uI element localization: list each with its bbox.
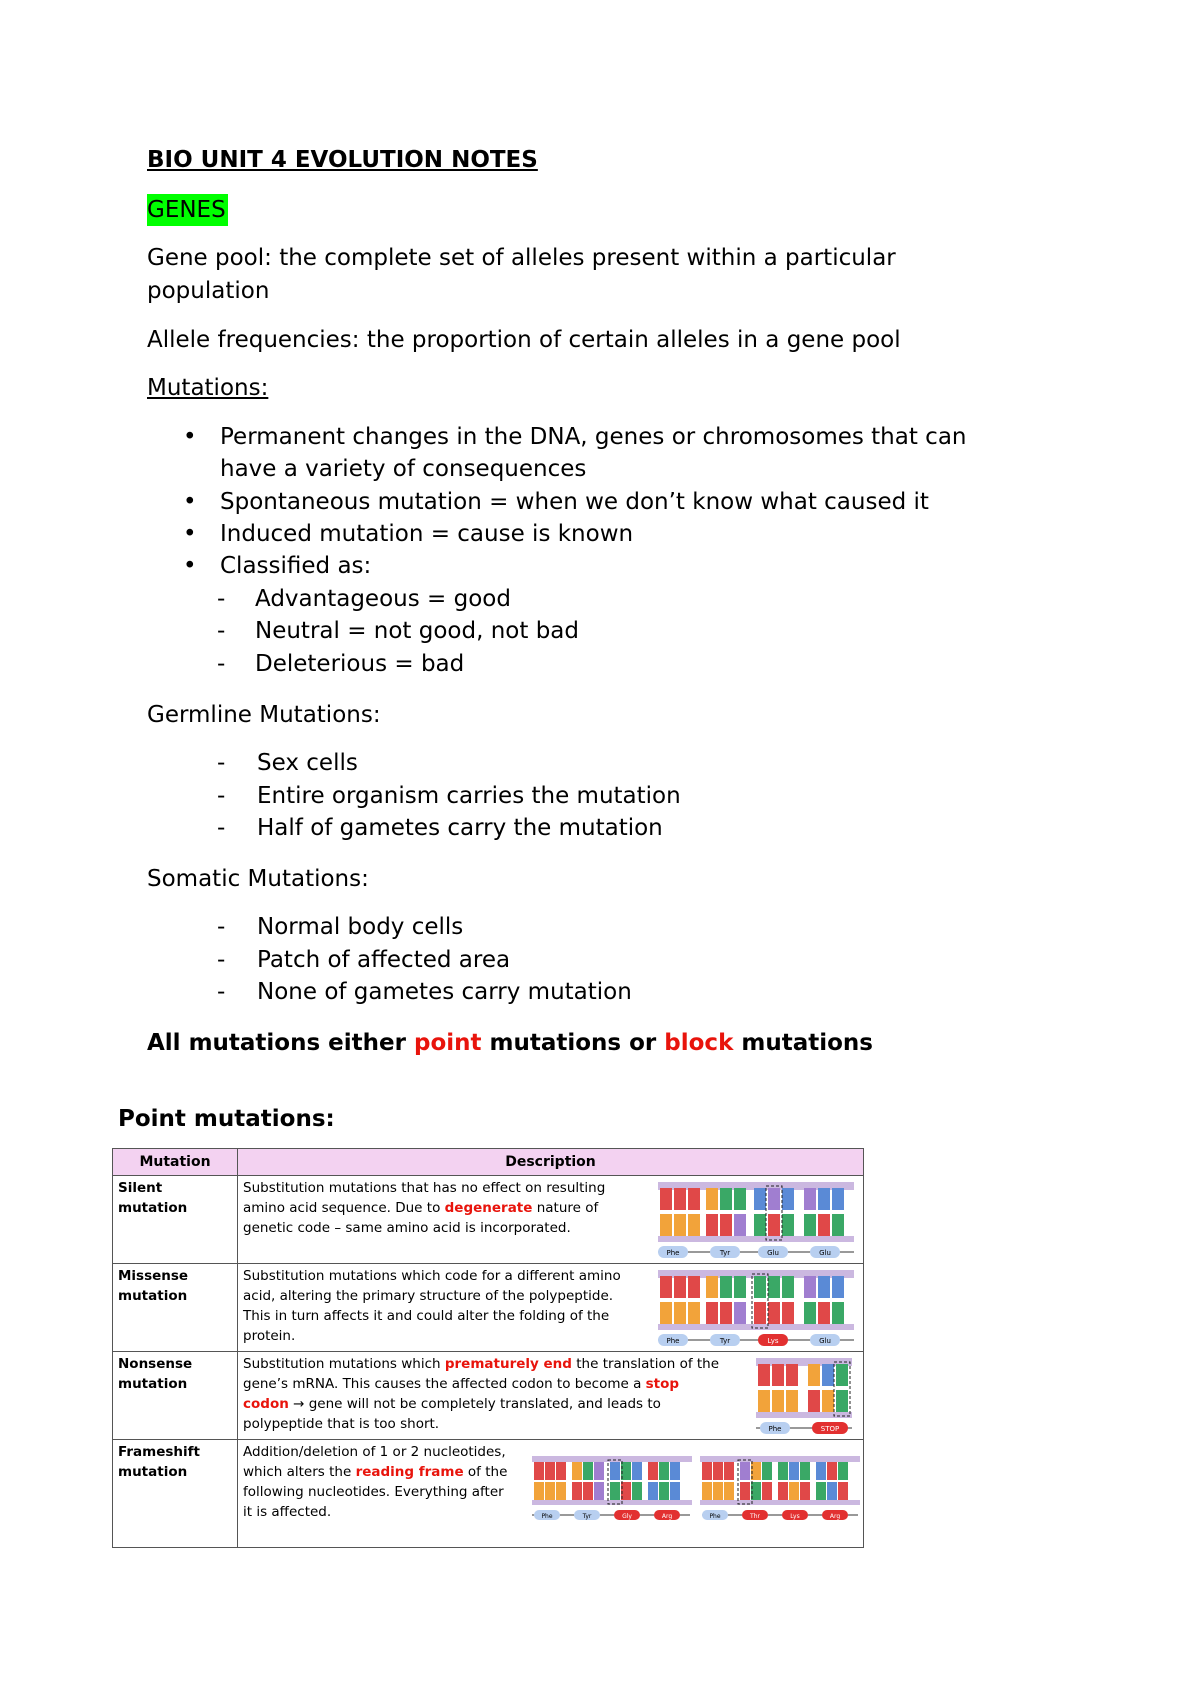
missense-mutation-diagram [658,1266,858,1348]
dna-strand-graphic [756,1358,852,1418]
amino-acid-label: Tyr [582,1513,592,1520]
dna-strand-graphic [658,1182,854,1242]
table-row: Silent mutation Substitution mutations that has no effect on resulting amino acid sequence. Due to degenerate nature of genetic code – same amino acid is incorporated. Phe Tyr Glu Glu [113,1176,864,1264]
amino-acid-label: Arg [661,1513,673,1520]
amino-acid-label: Phe [541,1513,553,1520]
document-page: BIO UNIT 4 EVOLUTION NOTES GENES Gene pool: the complete set of alleles present within a particular population Allele frequencies: the proportion of certain alleles in a gene pool Mutations: • Permanent changes in the DNA, genes or chromosomes that can have a variety of consequences • Spontaneous mutation = when we don’t know what caused it • Induced mutation = cause is known • Classified as: - Advantageous = good - Neutral = not good, not bad - Deleterious = bad Germline Mutations: - Sex cells - Entire organism carries the mutation - Half of gametes carry the mutation Somatic Mutations: - Normal body cells - Patch of affected area - None of gametes carry mutation All mutations either point mutations or block mutations Point mutations: Mutation Description Silent mutation Substitution mutations that has no effect on resulting amino acid sequence. Due to degenerate nature of genetic code – same amino acid is incorporated. Phe Tyr Glu Glu Missense mutation Substitution mutations which code for a different amino acid, altering the primary structure of the polypeptide. This in turn affects it and could alter the folding of the protein. Phe Tyr Lys Glu Nonsense mutation Substitution mutations which prematurely end the translation of the gene’s mRNA. This causes the affected codon to become a stop codon → gene will not be completely translated, and leads to polypeptide that is too short. Phe STOP Frameshift mutation Addition/deletion of 1 or 2 nucleotides, which alters the reading frame of the following nucleotides. Everything after it is affected. Phe Tyr Gly Arg Phe Thr Lys Arg [0,0,1200,1696]
column-header-mutation: Mutation [113,1149,238,1176]
amino-acid-label: STOP [820,1425,840,1433]
amino-acid-label: Glu [819,1337,831,1345]
bullet-icon: • [183,489,197,515]
dash-icon: - [217,618,226,644]
column-header-description: Description [238,1149,864,1176]
table-row: Missense mutation Substitution mutations which code for a different amino acid, altering the primary structure of the polypeptide. This in turn affects it and could alter the folding of the protein. Phe Tyr Lys Glu [113,1264,864,1352]
dash-icon: - [217,914,226,940]
nonsense-mutation-diagram [756,1354,856,1436]
amino-acid-label: Thr [750,1513,760,1520]
figure-title: Point mutations: [118,1106,335,1132]
amino-acid-label: Tyr [719,1337,731,1345]
amino-acid-label: Lys [767,1337,779,1345]
table-row: Nonsense mutation Substitution mutations which prematurely end the translation of the gene’s mRNA. This causes the affected codon to become a stop codon → gene will not be completely translated, and leads to polypeptide that is too short. Phe STOP [113,1352,864,1440]
amino-acid-label: Phe [666,1249,680,1257]
table-row: Frameshift mutation Addition/deletion of 1 or 2 nucleotides, which alters the reading frame of the following nucleotides. Everything after it is affected. Phe Tyr Gly Arg Phe Thr Lys Arg [113,1440,864,1548]
amino-acid-label: Glu [767,1249,779,1257]
amino-acid-label: Phe [768,1425,782,1433]
dna-strand-graphic [658,1270,854,1330]
dash-icon: - [217,979,226,1005]
dash-icon: - [217,815,226,841]
germline-heading: Germline Mutations: [147,702,381,728]
amino-acid-label: Phe [666,1337,680,1345]
allele-frequencies: Allele frequencies: the proportion of certain alleles in a gene pool [147,327,901,353]
dash-icon: - [217,783,226,809]
amino-acid-label: Glu [819,1249,831,1257]
amino-acid-label: Phe [709,1513,721,1520]
point-highlight: point [413,1030,482,1056]
silent-mutation-diagram [658,1178,858,1260]
amino-acid-label: Gly [622,1513,632,1520]
mutation-table [112,1148,864,1548]
bullet-icon: • [183,553,197,579]
bullet-icon: • [183,521,197,547]
dash-icon: - [217,947,226,973]
gene-pool-line1: Gene pool: the complete set of alleles present within a particular [147,245,896,271]
frameshift-mutation-diagram [532,1454,862,1524]
dash-icon: - [217,586,226,612]
genes-heading: GENES [147,194,228,226]
amino-acid-label: Tyr [719,1249,731,1257]
point-mutations-figure [110,1100,870,1545]
bullet-icon: • [183,424,197,450]
amino-acid-label: Arg [829,1513,841,1520]
page-title: BIO UNIT 4 EVOLUTION NOTES [147,147,538,173]
block-highlight: block [664,1030,734,1056]
dash-icon: - [217,651,226,677]
dna-strand-graphic [532,1456,860,1505]
table-header-row [113,1149,864,1176]
somatic-heading: Somatic Mutations: [147,866,369,892]
amino-acid-label: Lys [790,1513,800,1520]
mutations-heading: Mutations: [147,375,269,401]
summary-line: All mutations either point mutations or block mutations [147,1030,873,1056]
dash-icon: - [217,750,226,776]
gene-pool-line2: population [147,278,270,304]
